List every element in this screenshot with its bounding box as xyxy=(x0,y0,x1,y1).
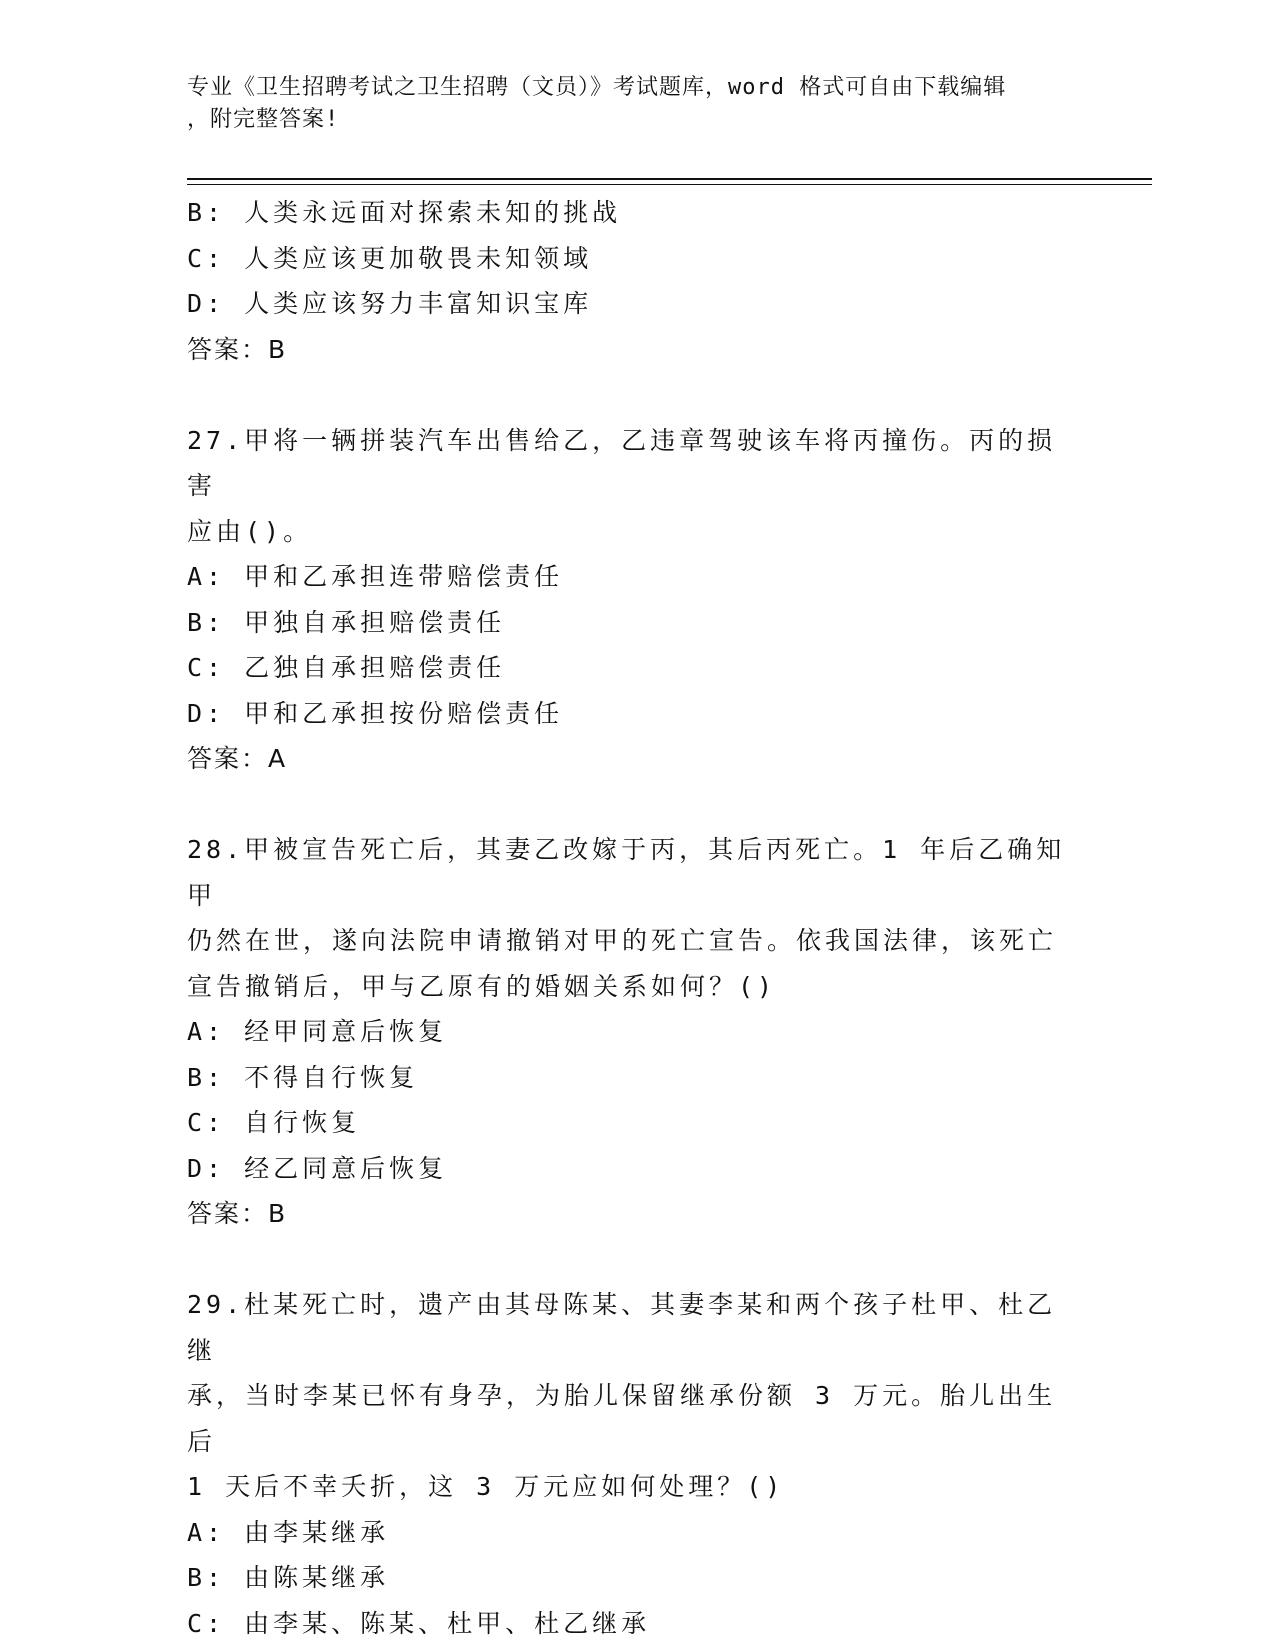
option-c: C: 人类应该更加敬畏未知领域 xyxy=(187,243,593,273)
header-line-2: ，附完整答案! xyxy=(187,107,340,132)
question-stem-line: 承，当时李某已怀有身孕，为胎儿保留继承份额 3 万元。胎儿出生后 xyxy=(187,1381,1057,1456)
header-line-1: 专业《卫生招聘考试之卫生招聘（文员）》考试题库，word 格式可自由下载编辑 xyxy=(187,75,1007,100)
option-b: B: 不得自行恢复 xyxy=(187,1062,419,1092)
header-divider-thin xyxy=(187,184,1152,185)
option-a: A: 由李某继承 xyxy=(187,1517,390,1547)
question-26-tail xyxy=(187,190,1067,372)
option-b: B: 人类永远面对探索未知的挑战 xyxy=(187,198,622,227)
answer-line: 答案：B xyxy=(187,334,288,364)
question-27 xyxy=(187,418,1067,782)
document-body xyxy=(187,190,1067,1646)
question-stem-line: 28.甲被宣告死亡后，其妻乙改嫁于丙，其后丙死亡。1 年后乙确知甲 xyxy=(187,835,1066,910)
answer-line: 答案：B xyxy=(187,1199,288,1228)
question-29 xyxy=(187,1282,1067,1646)
question-28 xyxy=(187,827,1067,1237)
option-c: C: 乙独自承担赔偿责任 xyxy=(187,653,506,682)
question-stem-line: 27.甲将一辆拼装汽车出售给乙，乙违章驾驶该车将丙撞伤。丙的损害 xyxy=(187,425,1057,500)
option-d: D: 经乙同意后恢复 xyxy=(187,1153,448,1183)
option-a: A: 经甲同意后恢复 xyxy=(187,1017,448,1046)
option-a: A: 甲和乙承担连带赔偿责任 xyxy=(187,562,564,591)
question-stem-line: 应由()。 xyxy=(187,516,313,546)
spacer xyxy=(187,1237,1067,1283)
option-b: B: 甲独自承担赔偿责任 xyxy=(187,607,506,637)
spacer xyxy=(187,782,1067,828)
option-d: D: 人类应该努力丰富知识宝库 xyxy=(187,289,593,318)
option-c: C: 由李某、陈某、杜甲、杜乙继承 xyxy=(187,1608,651,1638)
header-divider-thick xyxy=(187,178,1152,180)
option-b: B: 由陈某继承 xyxy=(187,1563,390,1592)
question-stem-line: 1 天后不幸夭折，这 3 万元应如何处理？() xyxy=(187,1472,785,1501)
question-stem-line: 29.杜某死亡时，遗产由其母陈某、其妻李某和两个孩子杜甲、杜乙继 xyxy=(187,1290,1057,1365)
spacer xyxy=(187,372,1067,418)
question-stem-line: 仍然在世，遂向法院申请撤销对甲的死亡宣告。依我国法律，该死亡 xyxy=(187,926,1058,955)
answer-line: 答案：A xyxy=(187,744,288,773)
option-c: C: 自行恢复 xyxy=(187,1108,361,1137)
document-header xyxy=(187,72,1067,136)
option-d: D: 甲和乙承担按份赔偿责任 xyxy=(187,698,564,728)
question-stem-line: 宣告撤销后，甲与乙原有的婚姻关系如何？() xyxy=(187,971,777,1001)
